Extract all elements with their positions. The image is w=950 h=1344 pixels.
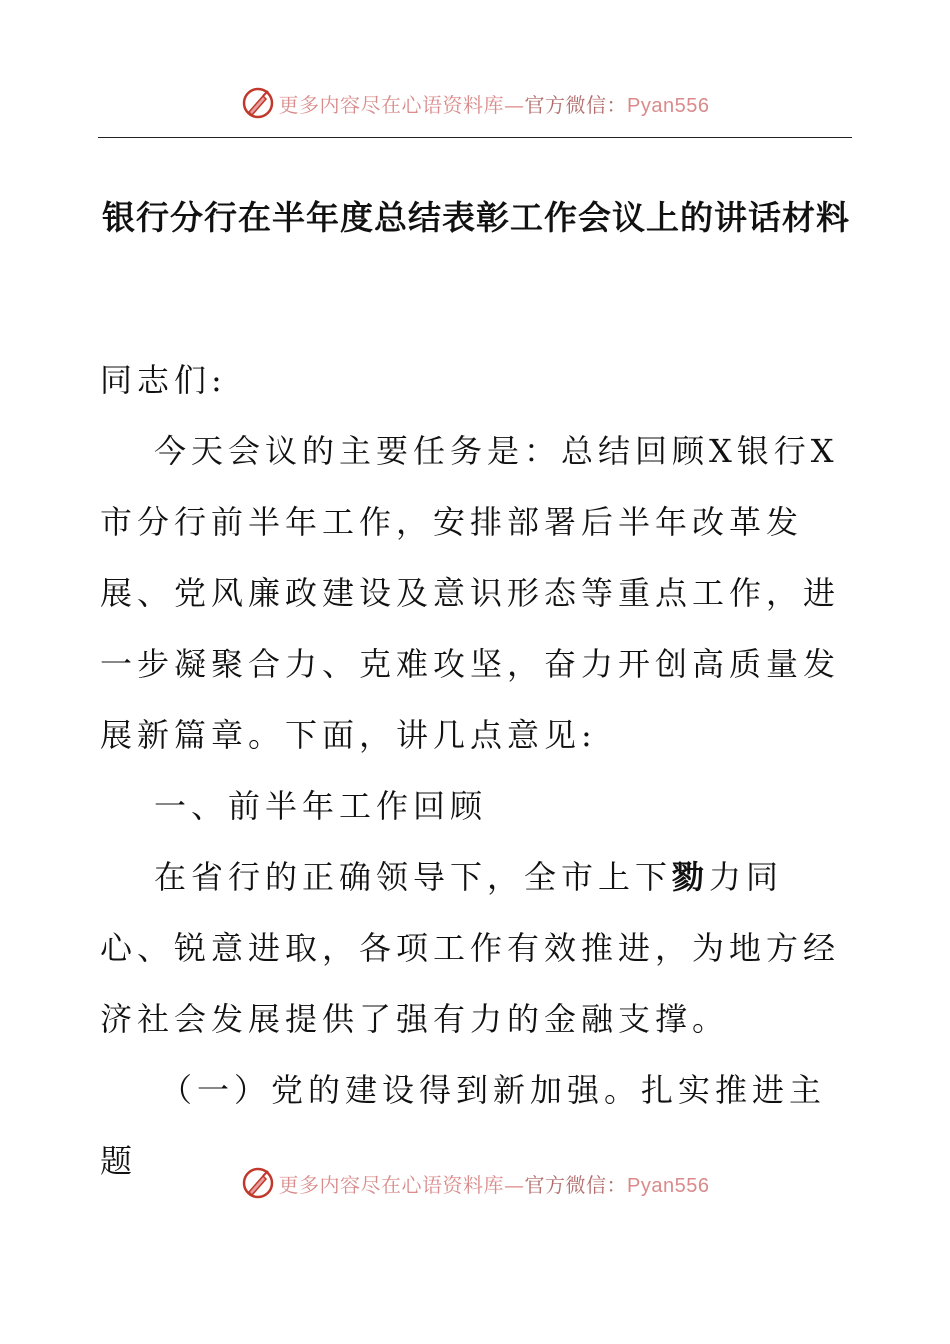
salutation: 同志们: [100, 361, 227, 399]
section-heading: 一、前半年工作回顾 [154, 787, 488, 825]
paragraph-review: 在省行的正确领导下，全市上下勠力同心、锐意进取，各项工作有效推进，为地方经济社会发展提供了强有力的金融支撑。 [100, 858, 841, 1038]
footer-banner-text: 更多内容尽在心语资料库—官方微信：Pyan556 [278, 1172, 710, 1197]
pen-circle-logo-icon [241, 1166, 275, 1200]
document-body [100, 345, 852, 1197]
pen-circle-logo-icon [241, 86, 275, 120]
document-title: 银行分行在半年度总结表彰工作会议上的讲话材料 [102, 198, 850, 237]
subsection-heading: （一）党的建设得到新加强。扎实推进主题 [100, 1071, 827, 1180]
footer-banner [0, 1160, 950, 1206]
header-banner-text: 更多内容尽在心语资料库—官方微信：Pyan556 [278, 92, 710, 117]
header-banner [0, 80, 950, 126]
header-divider [98, 137, 852, 138]
paragraph-intro: 今天会议的主要任务是：总结回顾X银行X市分行前半年工作，安排部署后半年改革发展、党风廉政建设及意识形态等重点工作，进一步凝聚合力、克难攻坚，奋力开创高质量发展新篇章。下面，讲几点意见: [100, 432, 841, 754]
